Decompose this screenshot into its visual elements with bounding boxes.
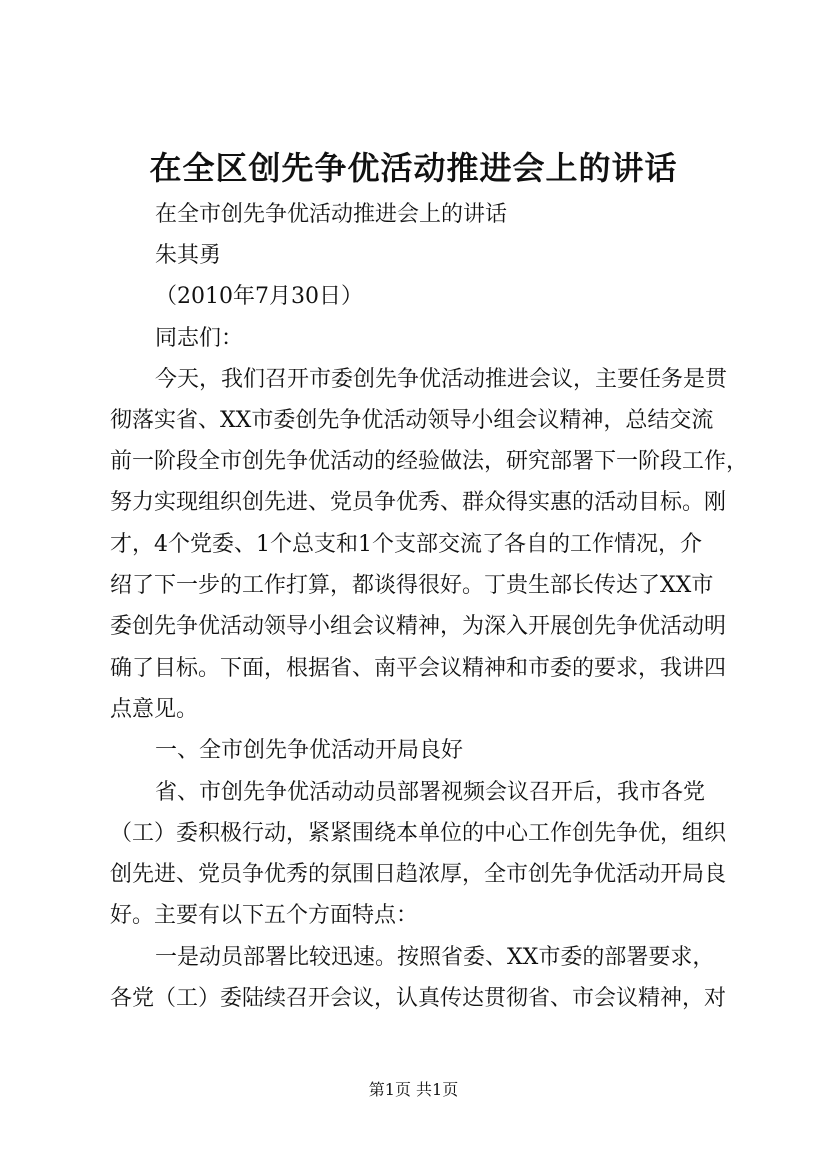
body-line: 才，4个党委、1个总支和1个支部交流了各自的工作情况，介 (110, 532, 702, 557)
body-line: 今天，我们召开市委创先争优活动推进会议，主要任务是贯 (155, 367, 728, 392)
body-line: 彻落实省、XX市委创先争优活动领导小组会议精神，总结交流 (110, 408, 714, 433)
body-line: 前一阶段全市创先争优活动的经验做法，研究部署下一阶段工作， (110, 449, 749, 474)
body-line: 创先进、党员争优秀的氛围日趋浓厚，全市创先争优活动开局良 (110, 862, 727, 887)
body-line: 努力实现组织创先进、党员争优秀、群众得实惠的活动目标。刚 (110, 490, 727, 515)
speech-date: （2010年7月30日） (155, 284, 363, 309)
page-footer: 第1页 共1页 (368, 1080, 459, 1099)
subtitle: 在全市创先争优活动推进会上的讲话 (155, 202, 508, 227)
body-line: 委创先争优活动领导小组会议精神，为深入开展创先争优活动明 (110, 614, 727, 639)
body-line: 省、市创先争优活动动员部署视频会议召开后，我市各党 (155, 780, 706, 805)
body-line: 各党（工）委陆续召开会议，认真传达贯彻省、市会议精神，对 (110, 986, 727, 1011)
document-title: 在全区创先争优活动推进会上的讲话 (149, 149, 678, 187)
section-heading: 一、全市创先争优活动开局良好 (155, 738, 464, 763)
greeting: 同志们： (155, 326, 244, 351)
author: 朱其勇 (155, 243, 222, 268)
body-line: 一是动员部署比较迅速。按照省委、XX市委的部署要求， (155, 945, 715, 970)
body-line: 好。主要有以下五个方面特点： (110, 903, 419, 928)
body-line: 确了目标。下面，根据省、南平会议精神和市委的要求，我讲四 (110, 656, 727, 681)
body-line: 点意见。 (110, 697, 199, 722)
body-line: （工）委积极行动，紧紧围绕本单位的中心工作创先争优，组织 (110, 821, 727, 846)
body-line: 绍了下一步的工作打算，都谈得很好。丁贵生部长传达了XX市 (110, 573, 714, 598)
